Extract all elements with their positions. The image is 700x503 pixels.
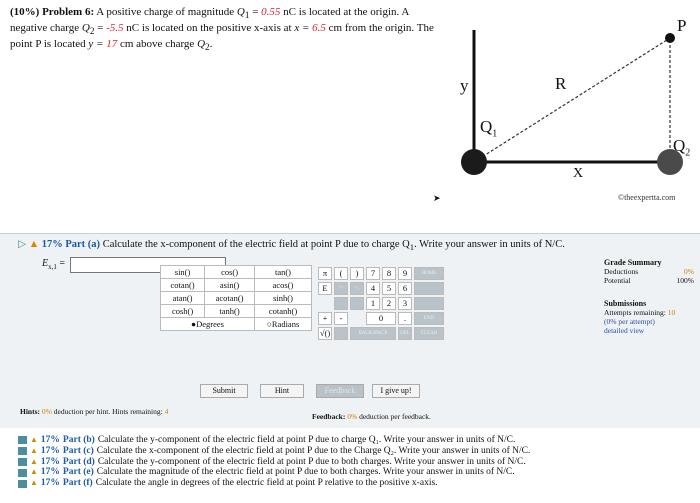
fn-sinh[interactable]: sinh() [255,292,312,305]
q1-eq: = [249,6,262,18]
key-plus[interactable]: + [318,312,332,325]
q2-eq: = [94,22,107,35]
fn-acotan[interactable]: acotan() [205,292,255,305]
answer-label [42,258,65,271]
mouse-cursor-icon: ➤ [433,193,441,203]
attempts-row [604,308,694,317]
give-up-button[interactable]: I give up! [372,384,420,398]
label-r: R [555,74,567,93]
hints-info [20,407,168,416]
hints-remaining: 4 [164,407,169,416]
key-8[interactable]: 8 [382,267,396,280]
key-2[interactable]: 2 [382,297,396,310]
part-item[interactable] [18,446,530,457]
key-spacer [446,267,460,280]
label-q1 [480,117,497,139]
calculator-keypad [160,265,460,377]
label-q2 [673,136,690,158]
warning-icon: ▲ [30,478,38,488]
part-a-text-end: . Write your answer in units of N/C. [414,239,565,250]
part-label: Part (c) [62,445,94,456]
key-home[interactable]: HOME [414,267,444,280]
problem-text: A positive charge of magnitude [96,6,237,18]
part-icon [18,447,27,455]
part-icon [18,480,27,488]
detailed-view-link[interactable]: detailed view [604,326,645,335]
key-sqrt[interactable]: √() [319,328,331,338]
submit-button[interactable]: Submit [200,384,248,398]
part-icon [18,458,27,466]
degrees-option[interactable] [161,318,255,331]
feedback-info [312,412,431,421]
label-x: X [573,166,584,181]
part-label: Part (b) [62,435,95,445]
part-text: Calculate the y-component of the electric field at point P due to both charges. Write your answer in units of N/C. [97,456,526,467]
part-text: Calculate the magnitude of the electric field at point P due to both charges. Write your answer in units of N/C. [96,467,515,478]
fn-cos[interactable]: cos() [205,266,255,279]
label-y: y [460,76,469,95]
charge-diagram [440,0,700,210]
expand-arrow-icon[interactable]: ▷ [18,239,27,250]
problem-statement [10,6,450,55]
warning-icon: ▲ [30,467,38,477]
part-a-text: Calculate the x-component of the electric field at point P due to charge Q [100,239,410,250]
part-percent: 17% [40,467,60,478]
diagram-svg [440,0,700,210]
y-value: 17 [106,38,118,51]
deductions-row [604,267,694,276]
period: . [209,38,213,51]
part-text: Calculate the x-component of the electric field at point P due to the Charge Q₂. Write your answer in units of N/C. [96,445,531,456]
feedback-pct: 0% [347,412,358,421]
part-icon [18,469,27,477]
copyright-credit: ©theexpertta.com [618,193,676,202]
fn-atan[interactable]: atan() [161,292,205,305]
hints-text: deduction per hint. Hints remaining: [51,407,165,416]
y-label: y = [88,38,107,51]
answer-symbol: E [42,258,49,269]
deductions-label: Deductions [604,267,639,276]
key-clear[interactable]: CLEAR [414,327,444,340]
function-table [160,265,312,331]
x-unit: cm from the origin. The [325,22,434,35]
part-a-sub: 1 [409,242,415,253]
key-3[interactable]: 3 [398,297,412,310]
label-q1-letter: Q [480,117,493,136]
feedback-label: Feedback: [312,412,346,421]
potential-row [604,276,694,285]
part-item[interactable] [18,435,530,446]
r-line [474,38,670,162]
part-label: Part (e) [62,467,94,478]
degrees-label: Degrees [196,319,224,329]
key-backspace[interactable]: BACKSPACE [350,327,396,340]
q1-symbol: Q [236,6,245,18]
key-e[interactable]: E [318,282,332,295]
part-percent: 17% [40,445,60,456]
attempts-value: 10 [667,308,676,317]
key-rparen[interactable]: ) [350,267,364,280]
feedback-text: deduction per feedback. [357,412,431,421]
key-spacer [350,312,364,325]
part-text: Calculate the angle in degrees of the electric field at point P relative to the positive x-axis. [95,478,438,489]
fn-row [161,292,312,305]
potential-label: Potential [604,276,631,285]
hint-button[interactable]: Hint [260,384,304,398]
key-6[interactable]: 6 [398,282,412,295]
label-q1-sub: 1 [492,128,498,140]
radio-selected-icon: ● [191,319,197,329]
hints-pct: 0% [41,407,52,416]
part-a-percent: 17% [41,239,63,250]
part-text: Calculate the y-component of the electric field at point P due to charge Q₁. Write your answer in units of N/C. [97,435,516,445]
grade-title: Grade Summary [604,258,662,267]
fn-cosh[interactable]: cosh() [161,305,205,318]
fn-asin[interactable]: asin() [205,279,255,292]
key-0[interactable]: 0 [366,312,396,325]
hints-label: Hints: [20,407,41,416]
key-blank-1[interactable] [334,297,348,310]
q1-value: 0.55 [261,6,281,18]
problem-header: (10%) Problem 6: [10,6,95,18]
x-value: 6.5 [312,22,326,35]
key-up[interactable]: ↑^ [334,282,348,295]
answer-eq: = [56,258,65,269]
part-icon [18,436,27,444]
key-spacer [318,297,332,310]
key-blank-4[interactable] [334,327,348,340]
label-q2-letter: Q [673,136,686,155]
q2-sub: 2 [205,42,210,53]
part-a-label: Part (a) [65,239,101,250]
key-left[interactable]: ^↓ [350,282,364,295]
potential-value: 100% [676,276,694,285]
deductions-value: 0% [684,267,694,276]
problem-text: point P is located [10,38,89,51]
warning-icon: ▲ [30,435,38,444]
q2-unit: nC is located on the positive x-axis at [123,22,295,35]
problem-text: negative charge [10,22,82,35]
fn-row [161,279,312,292]
part-percent: 17% [40,435,60,445]
warning-icon: ▲ [30,445,38,455]
fn-tanh[interactable]: tanh() [205,305,255,318]
part-percent: 17% [40,456,60,467]
fn-acos[interactable]: acos() [255,279,312,292]
part-item[interactable] [18,467,530,478]
q2-sub: 2 [89,26,95,37]
key-spacer [446,297,460,310]
key-minus[interactable]: - [334,312,348,325]
radians-option[interactable] [255,318,312,331]
part-label: Part (f) [62,478,93,489]
fn-row [161,266,312,279]
key-arrow-right[interactable] [414,282,444,295]
warning-icon: ▲ [28,239,40,250]
q1-unit: nC is located at the origin. A [280,6,410,18]
other-parts-list [18,435,530,489]
key-del[interactable]: DEL [398,327,412,340]
fn-cotanh[interactable]: cotanh() [255,305,312,318]
key-7[interactable]: 7 [366,267,380,280]
per-attempt: (0% per attempt) [604,317,655,326]
key-5[interactable]: 5 [382,282,396,295]
part-item[interactable] [18,457,530,468]
part-item[interactable] [18,478,530,489]
q2-symbol: Q [197,38,206,51]
fn-sin[interactable]: sin() [161,266,205,279]
part-a-heading [18,238,565,252]
key-spacer [446,312,460,325]
fn-cotan[interactable]: cotan() [161,279,205,292]
key-4[interactable]: 4 [366,282,380,295]
part-percent: 17% [40,478,60,489]
fn-row [161,305,312,318]
q1-sub: 1 [244,10,250,21]
grade-summary [604,258,694,335]
key-9[interactable]: 9 [398,267,412,280]
key-1[interactable]: 1 [366,297,380,310]
key-pi[interactable]: π [318,267,332,280]
label-q2-sub: 2 [685,147,691,159]
x-label: x = [294,22,313,35]
radians-label: Radians [271,319,300,329]
answer-sub: x,1 [48,263,57,271]
keys-grid [318,267,460,340]
q2-value: -5.5 [106,22,124,35]
key-dot[interactable]: . [398,312,412,325]
label-p: P [677,16,687,35]
part-label: Part (d) [62,456,95,467]
key-blank-2[interactable] [350,297,364,310]
feedback-button[interactable]: Feedback [316,384,364,398]
radio-empty-icon: ○ [266,319,272,329]
key-lparen[interactable]: ( [334,267,348,280]
point-p [665,33,675,43]
submissions-title: Submissions [604,299,647,308]
q1-charge [461,149,487,175]
fn-tan[interactable]: tan() [255,266,312,279]
attempts-label: Attempts remaining: [604,308,668,317]
y-unit: cm above charge [117,38,198,51]
key-spacer [446,282,460,295]
key-blank-3[interactable] [414,297,444,310]
warning-icon: ▲ [30,456,38,466]
q2-symbol: Q [81,22,90,35]
key-end[interactable]: END [414,312,444,325]
mode-row [161,318,312,331]
